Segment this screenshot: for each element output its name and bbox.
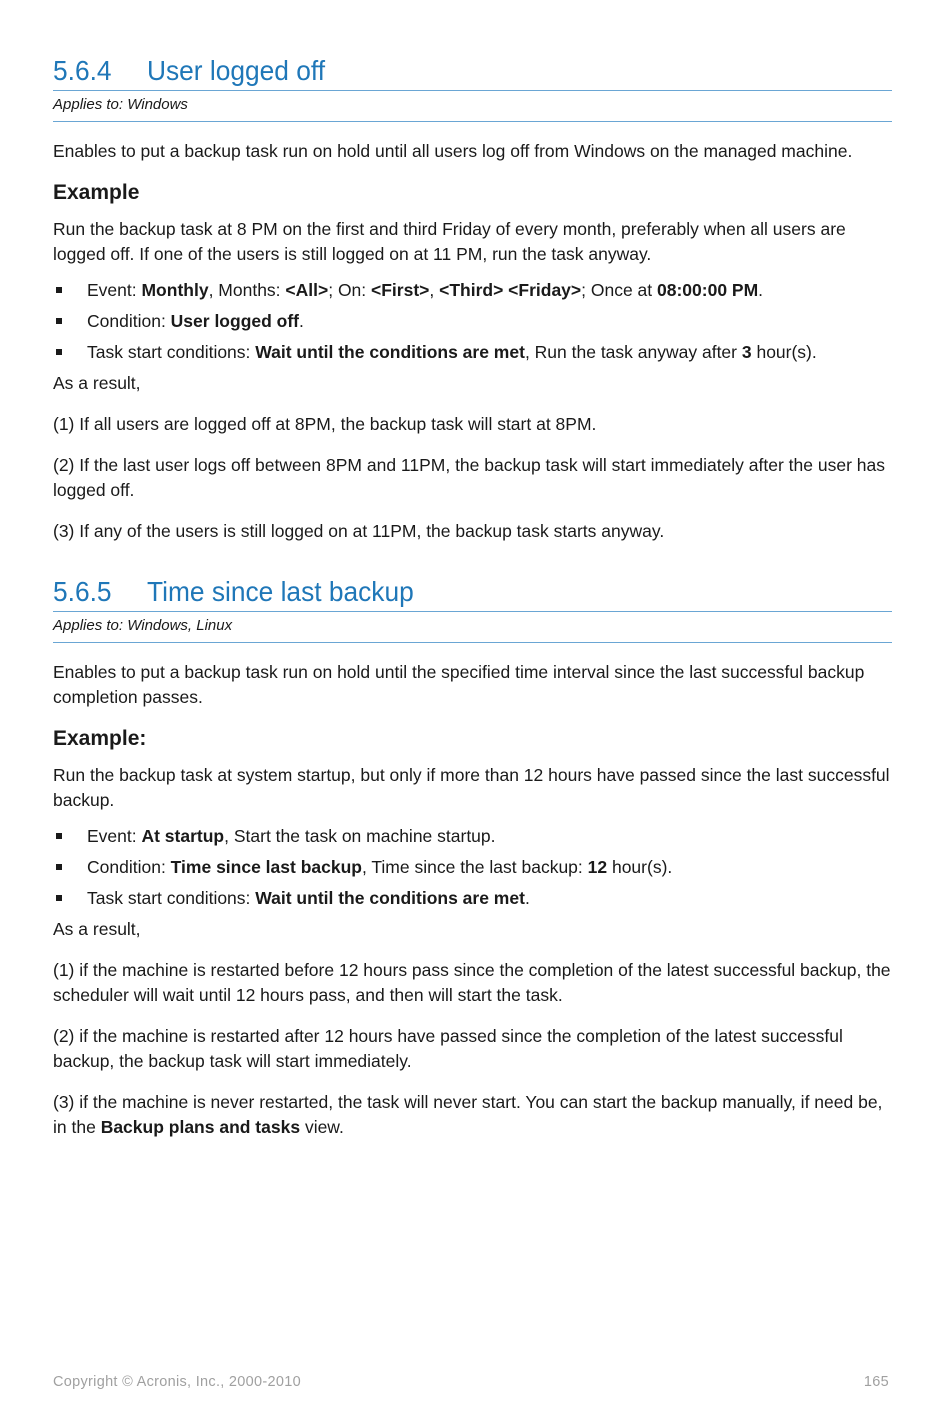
section-number: 5.6.4 bbox=[53, 55, 112, 86]
bold-term: 12 bbox=[587, 857, 608, 877]
result-intro: As a result, bbox=[53, 373, 141, 393]
heading-rule-bottom bbox=[53, 642, 892, 643]
intro-paragraph: Enables to put a backup task run on hold until all users log off from Windows on the managed machine. bbox=[53, 141, 853, 161]
bold-term: 08:00:00 PM bbox=[657, 280, 759, 300]
square-bullet-icon bbox=[56, 833, 62, 839]
example-heading: Example: bbox=[53, 727, 147, 750]
bold-term: Time since last backup bbox=[170, 857, 362, 877]
bullet-item bbox=[53, 855, 892, 880]
bullet-text: . bbox=[524, 888, 530, 908]
bullet-text: , bbox=[429, 280, 440, 300]
bullet-text: hour(s). bbox=[751, 342, 817, 362]
bold-term: <All> bbox=[285, 280, 329, 300]
bullet-text: Event: bbox=[87, 826, 142, 846]
square-bullet-icon bbox=[56, 349, 62, 355]
applies-to-line: Applies to: Windows bbox=[53, 96, 188, 113]
bullet-text: Task start conditions: bbox=[87, 342, 256, 362]
bullet-list-2 bbox=[53, 824, 892, 911]
example-heading: Example bbox=[53, 181, 140, 204]
bold-term: <First> bbox=[371, 280, 430, 300]
result-text: (3) if the machine is never restarted, the task will never start. You can start the backup manually, if need be, in the bbox=[53, 1092, 883, 1137]
bullet-list-1 bbox=[53, 278, 892, 365]
page-footer bbox=[53, 1374, 889, 1390]
result-item: (1) If all users are logged off at 8PM, the backup task will start at 8PM. bbox=[53, 414, 597, 434]
bullet-item bbox=[53, 309, 892, 334]
bullet-item bbox=[53, 278, 892, 303]
bullet-text: hour(s). bbox=[607, 857, 673, 877]
result-item: (3) If any of the users is still logged on at 11PM, the backup task starts anyway. bbox=[53, 521, 665, 541]
square-bullet-icon bbox=[56, 287, 62, 293]
bullet-item bbox=[53, 340, 892, 365]
document-page bbox=[53, 52, 892, 1140]
bold-term: Wait until the conditions are met bbox=[255, 888, 525, 908]
square-bullet-icon bbox=[56, 864, 62, 870]
bold-term: Monthly bbox=[141, 280, 209, 300]
bullet-text: Condition: bbox=[87, 857, 171, 877]
section-title: User logged off bbox=[147, 55, 326, 86]
bullet-text: Condition: bbox=[87, 311, 171, 331]
square-bullet-icon bbox=[56, 318, 62, 324]
applies-to-line: Applies to: Windows, Linux bbox=[53, 617, 233, 634]
square-bullet-icon bbox=[56, 895, 62, 901]
result-item: (2) If the last user logs off between 8PM and 11PM, the backup task will start immediately after the user has logged off. bbox=[53, 455, 885, 500]
page-number: 165 bbox=[863, 1374, 889, 1390]
bullet-text: ; On: bbox=[328, 280, 372, 300]
section-title: Time since last backup bbox=[147, 576, 414, 607]
bullet-text: , Time since the last backup: bbox=[361, 857, 588, 877]
bullet-text: , Run the task anyway after bbox=[524, 342, 742, 362]
copyright-text: Copyright © Acronis, Inc., 2000-2010 bbox=[53, 1374, 301, 1390]
bullet-text: , Start the task on machine startup. bbox=[224, 826, 496, 846]
bold-term: At startup bbox=[141, 826, 225, 846]
bullet-text: ; Once at bbox=[581, 280, 657, 300]
section-heading-time-since-last-backup bbox=[53, 573, 842, 611]
result-item: (1) if the machine is restarted before 12 hours pass since the completion of the latest successful backup, the scheduler will wait until 12 hours pass, and then will start the task. bbox=[53, 960, 891, 1005]
bullet-text: , Months: bbox=[208, 280, 286, 300]
bullet-text: . bbox=[299, 311, 304, 331]
bullet-text: Task start conditions: bbox=[87, 888, 256, 908]
bullet-item bbox=[53, 824, 892, 849]
result-text: view. bbox=[300, 1117, 344, 1137]
bold-term: <Third> <Friday> bbox=[439, 280, 582, 300]
result-item: (2) if the machine is restarted after 12 hours have passed since the completion of the latest successful backup, the backup task will start immediately. bbox=[53, 1026, 843, 1071]
bold-term: 3 bbox=[741, 342, 752, 362]
result-item bbox=[53, 1090, 892, 1140]
bullet-item bbox=[53, 886, 892, 911]
bullet-text: Event: bbox=[87, 280, 142, 300]
intro-paragraph: Enables to put a backup task run on hold until the specified time interval since the last successful backup completion passes. bbox=[53, 662, 865, 707]
heading-rule-bottom bbox=[53, 121, 892, 122]
backup-plans-and-tasks-reference: Backup plans and tasks bbox=[100, 1117, 301, 1137]
example-paragraph: Run the backup task at system startup, but only if more than 12 hours have passed since the last successful backup. bbox=[53, 765, 890, 810]
bold-term: User logged off bbox=[170, 311, 300, 331]
bullet-text: . bbox=[758, 280, 764, 300]
section-number: 5.6.5 bbox=[53, 576, 112, 607]
result-intro: As a result, bbox=[53, 919, 141, 939]
bold-term: Wait until the conditions are met bbox=[255, 342, 525, 362]
section-heading-user-logged-off bbox=[53, 52, 842, 90]
example-paragraph: Run the backup task at 8 PM on the first and third Friday of every month, preferably when all users are logged off. If one of the users is still logged on at 11 PM, run the task anyway. bbox=[53, 219, 846, 264]
